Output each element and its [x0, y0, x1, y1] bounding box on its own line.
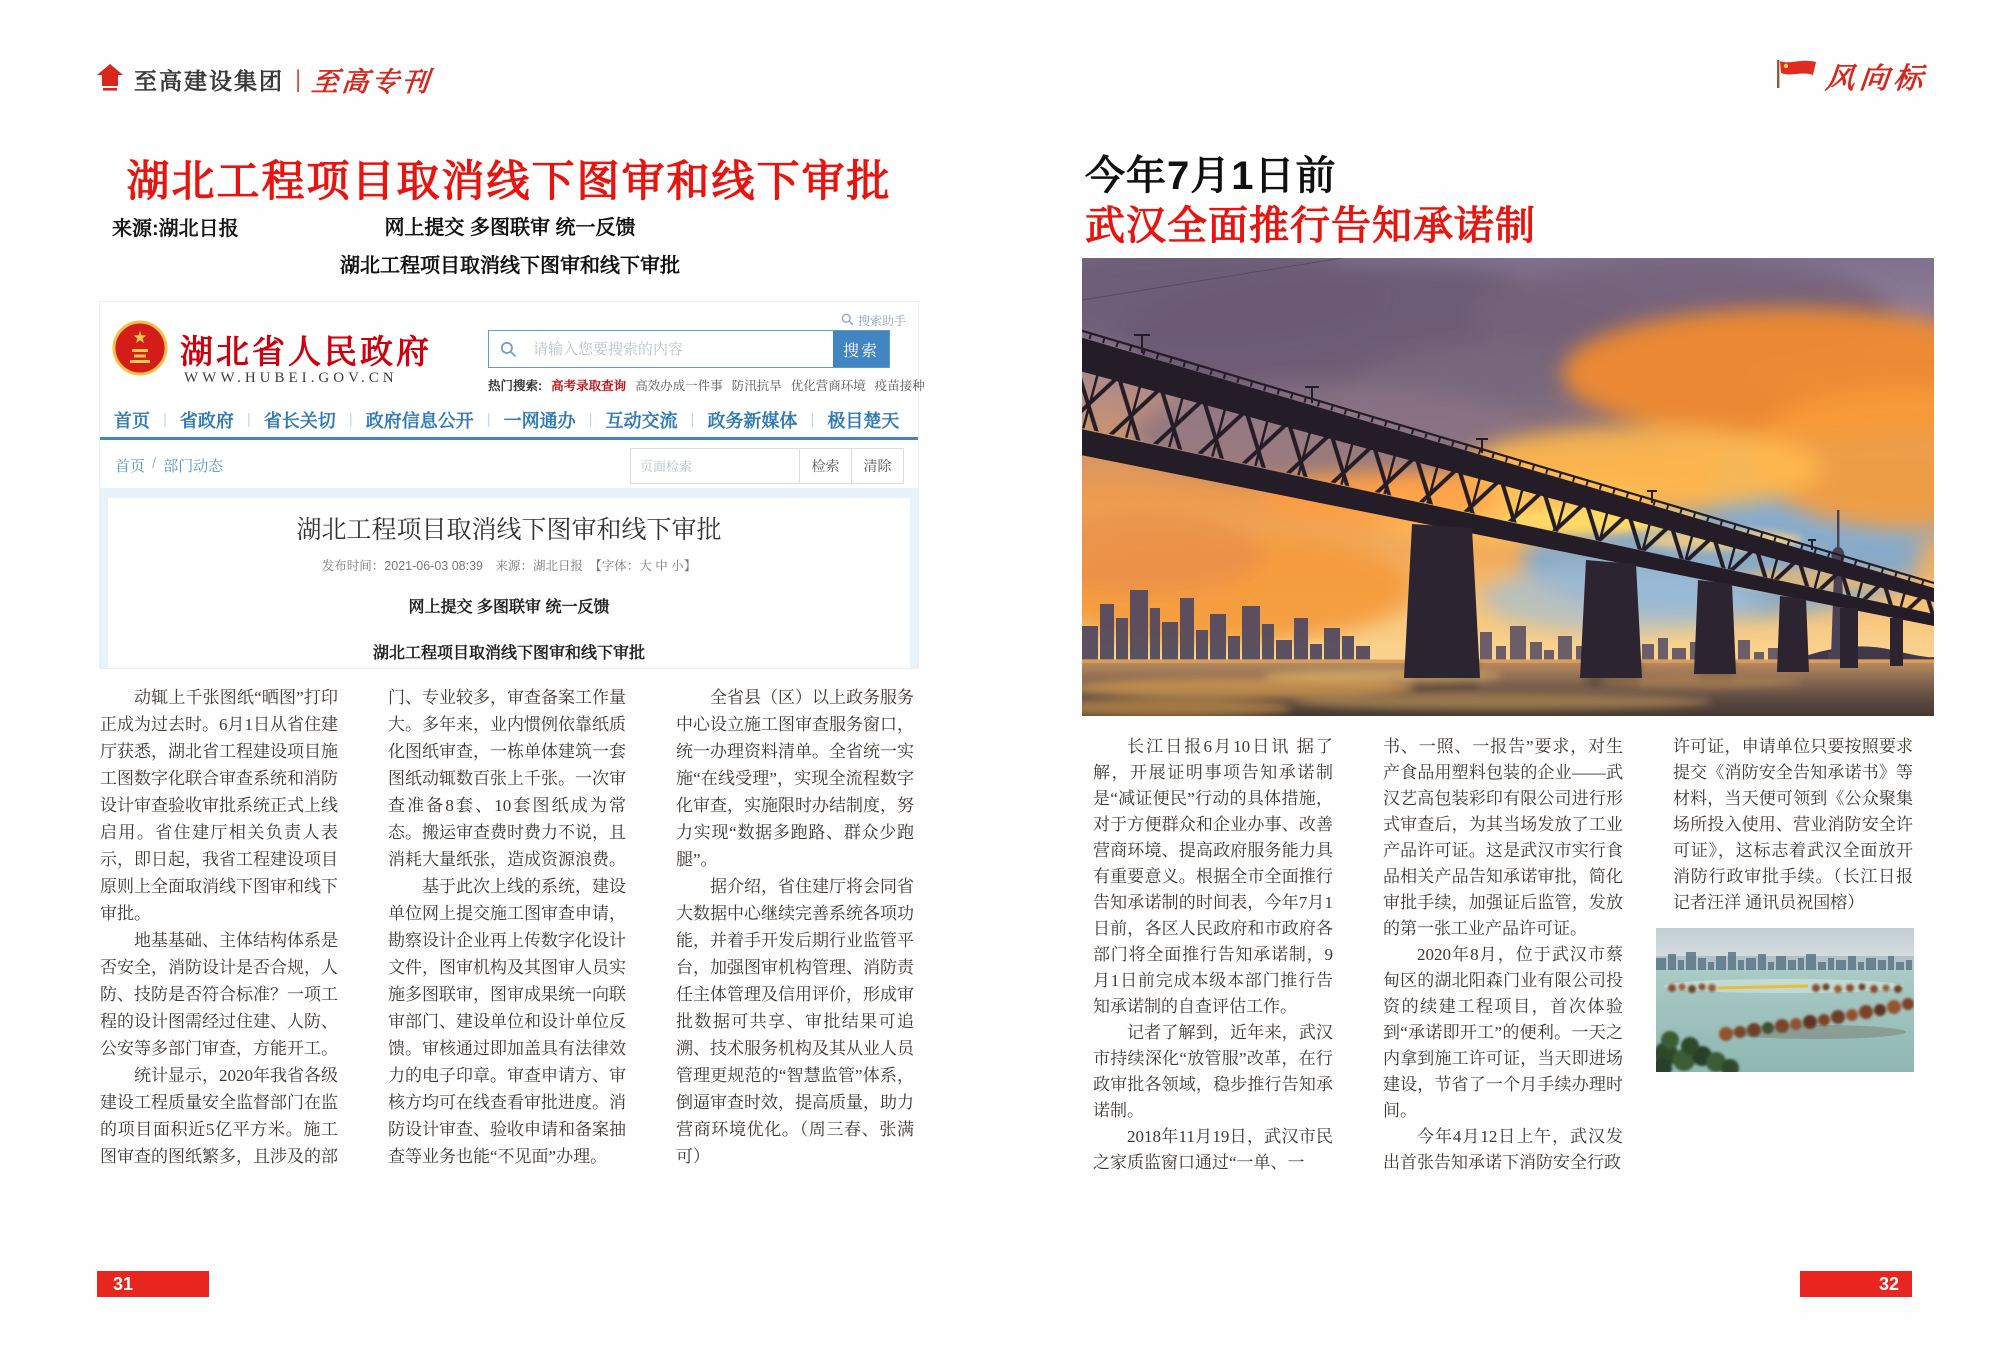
hot-search-row	[488, 376, 925, 394]
hot-search-item[interactable]: 优化营商环境	[790, 379, 866, 393]
site-search-button[interactable]: 搜索	[833, 331, 889, 367]
search-assistant-link[interactable]	[841, 312, 906, 329]
nav-item-interaction[interactable]: 互动交流	[605, 410, 678, 431]
paragraph: 全省县（区）以上政务服务中心设立施工图审查服务窗口，统一办理资料清单。全省统一实施“在线受理”，实现全流程数字化审查，实施限时办结制度，努力实现“数据多跑路、群众少跑腿”。	[676, 688, 914, 869]
nav-item-info-disclosure[interactable]: 政府信息公开	[365, 410, 474, 431]
left-body-column-3	[676, 684, 914, 1170]
page-search-group	[630, 448, 904, 484]
left-article-deck-1: 网上提交 多图联审 统一反馈	[384, 217, 636, 239]
page-number-label: 32	[1878, 1273, 1899, 1294]
journal-title-script: 至高专刊	[310, 67, 434, 97]
gov-article-deck-1: 网上提交 多图联审 统一反馈	[408, 599, 610, 616]
page-number-left	[97, 1271, 209, 1297]
paragraph: 统计显示，2020年我省各级建设工程质量安全监督部门在监的项目面积近5亿平方米。施工图审查的图纸繁多，且涉及的部	[100, 1066, 338, 1166]
company-name: 至高建设集团	[134, 68, 284, 94]
nav-item-provincial-gov[interactable]: 省政府	[179, 410, 234, 431]
breadcrumb-home-link[interactable]: 首页	[115, 458, 146, 475]
breadcrumb-row	[100, 443, 918, 488]
nav-item-one-network[interactable]: 一网通办	[503, 410, 576, 431]
page-clear-button[interactable]: 清除	[851, 449, 903, 483]
gov-article-deck-2: 湖北工程项目取消线下图审和线下审批	[372, 645, 645, 662]
breadcrumb-separator: /	[152, 455, 157, 472]
national-emblem-icon	[110, 316, 170, 385]
left-article-deck-2: 湖北工程项目取消线下图审和线下审批	[340, 255, 680, 277]
site-search-bar	[488, 330, 890, 368]
search-icon	[489, 331, 527, 367]
gov-website-screenshot	[100, 302, 925, 668]
masthead-right	[1776, 56, 1928, 97]
gov-site-name: 湖北省人民政府	[180, 333, 432, 370]
paragraph: 许可证，申请单位只要按照要求提交《消防安全告知承诺书》等材料，当天便可领到《公众聚集场所投入使用、营业消防安全许可证》，这标志着武汉全面放开消防行政审批手续。（长江日报记者汪洋 通讯员祝国榕）	[1673, 737, 1913, 912]
right-body-column-2	[1383, 734, 1623, 1176]
masthead-divider: |	[295, 65, 302, 93]
gov-nav-bar: 首页 | 省政府 | 省长关切 | 政府信息公开 | 一网通办 | 互动交流 | 政务新媒体 | 极目楚天	[100, 402, 918, 440]
paragraph: 门、专业较多，审查备案工作量大。多年来，业内惯例依靠纸质化图纸审查，一栋单体建筑一套图纸动辄数百张上千张。一次审查准备8套、10套图纸成为常态。搬运审查费时费力不说，且消耗大量纸张，造成资源浪费。	[388, 688, 626, 869]
page-search-input[interactable]	[631, 449, 799, 483]
hot-search-item[interactable]: 高考录取查询	[551, 379, 627, 393]
hot-search-label: 热门搜索:	[488, 379, 543, 393]
search-assistant-label: 搜索助手	[857, 314, 906, 328]
lake-park-photo	[1656, 928, 1914, 1072]
left-article-source: 来源:湖北日报	[112, 218, 239, 240]
paragraph: 2020年8月，位于武汉市蔡甸区的湖北阳森门业有限公司投资的续建工程项目，首次体验到“承诺即开工”的便利。一天之内拿到施工许可证，当天即进场建设，节省了一个月手续办理时间。	[1383, 945, 1623, 1120]
left-body-column-2	[388, 684, 626, 1170]
nav-item-new-media[interactable]: 政务新媒体	[707, 410, 798, 431]
hot-search-item[interactable]: 防汛抗旱	[731, 379, 782, 393]
page-search-button[interactable]: 检索	[799, 449, 851, 483]
right-article-headline-line2: 武汉全面推行告知承诺制	[1085, 204, 1536, 248]
paragraph: 长江日报6月10日讯 据了解，开展证明事项告知承诺制是“减证便民”行动的具体措施，对于方便群众和企业办事、改善营商环境、提高政府服务能力具有重要意义。根据全市全面推行告知承诺制的时间表，今年7月1日前，各区人民政府和市政府各部门将全面推行告知承诺制，9月1日前完成本级本部门推行告知承诺制的自查评估工作。	[1093, 737, 1333, 1016]
paragraph: 基于此次上线的系统，建设单位网上提交施工图审查申请，勘察设计企业再上传数字化设计文件，图审机构及其图审人员实施多图联审，图审成果统一向联审部门、建设单位和设计单位反馈。审核通过即加盖具有法律效力的电子印章。审查申请方、审核方均可在线查看审批进度。消防设计审查、验收申请和备案抽查等业务也能“不见面”办理。	[388, 877, 626, 1166]
search-assistant-icon	[841, 313, 854, 329]
right-article-headline-line1: 今年7月1日前	[1085, 154, 1337, 198]
nav-item-home[interactable]: 首页	[114, 410, 150, 431]
left-article-headline: 湖北工程项目取消线下图审和线下审批	[126, 158, 892, 206]
paragraph: 今年4月12日上午，武汉发出首张告知承诺下消防安全行政	[1383, 1127, 1623, 1172]
page-number-label: 31	[113, 1273, 134, 1294]
nav-item-governor[interactable]: 省长关切	[263, 410, 336, 431]
bridge-sunset-photo	[1082, 258, 1934, 716]
nav-item-jimu[interactable]: 极目楚天	[827, 410, 900, 431]
red-flag-icon	[1776, 59, 1818, 94]
company-logo-icon	[95, 62, 125, 97]
right-body-column-3	[1673, 734, 1913, 916]
site-search-input[interactable]	[527, 331, 833, 367]
article-background-band	[100, 488, 918, 668]
paragraph: 动辄上千张图纸“晒图”打印正成为过去时。6月1日从省住建厅获悉，湖北省工程建设项目施工图数字化联合审查系统和消防设计审查验收审批系统正式上线启用。省住建厅相关负责人表示，即日起，我省工程建设项目原则上全面取消线下图审和线下审批。	[100, 688, 338, 923]
hot-search-item[interactable]: 疫苗接种	[874, 379, 925, 393]
paragraph: 据介绍，省住建厅将会同省大数据中心继续完善系统各项功能，并着手开发后期行业监管平台，加强图审机构管理、消防责任主体管理及信用评价，形成审批数据可共享、审批结果可追溯、技术服务机构及其从业人员管理更规范的“智慧监管”体系，倒逼审查时效，提高质量，助力营商环境优化。（周三春、张满可）	[676, 877, 914, 1166]
hot-search-item[interactable]: 高效办成一件事	[635, 379, 723, 393]
left-body-column-1	[100, 684, 338, 1170]
right-body-column-1	[1093, 734, 1333, 1176]
page-number-right	[1800, 1271, 1912, 1297]
paragraph: 2018年11月19日，武汉市民之家质监窗口通过“一单、一	[1093, 1127, 1333, 1172]
paragraph: 书、一照、一报告”要求，对生产食品用塑料包装的企业——武汉艺高包装彩印有限公司进行形式审查后，为其当场发放了工业产品许可证。这是武汉市实行食品相关产品告知承诺审批，简化审批手续，加强证后监管，发放的第一张工业产品许可证。	[1383, 737, 1623, 938]
breadcrumb-current[interactable]: 部门动态	[163, 458, 224, 475]
column-title-script: 风向标	[1824, 63, 1930, 95]
svg-text:★: ★	[132, 328, 148, 347]
gov-article-panel	[108, 498, 910, 668]
breadcrumb	[115, 455, 223, 476]
paragraph: 记者了解到，近年来，武汉市持续深化“放管服”改革，在行政审批各领域，稳步推行告知承诺制。	[1093, 1023, 1333, 1120]
gov-article-meta: 发布时间：2021-06-03 08:39 来源：湖北日报 【字体：大 中 小】	[321, 559, 697, 573]
gov-site-url: WWW.HUBEI.GOV.CN	[184, 370, 398, 386]
gov-article-title: 湖北工程项目取消线下图审和线下审批	[296, 516, 722, 544]
paragraph: 地基基础、主体结构体系是否安全，消防设计是否合规，人防、技防是否符合标准？一项工程的设计图需经过住建、人防、公安等多部门审查，方能开工。	[100, 931, 338, 1058]
masthead-left	[95, 60, 432, 99]
